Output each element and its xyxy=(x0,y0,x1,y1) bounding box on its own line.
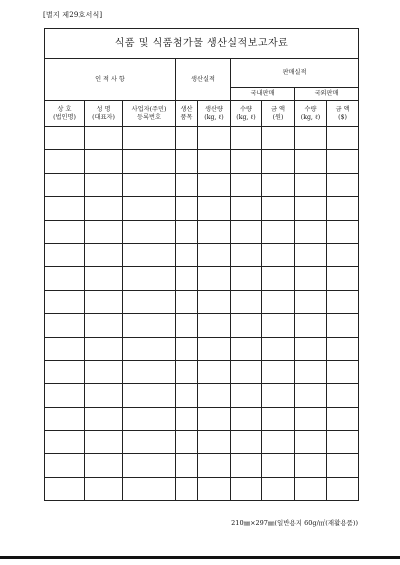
table-cell[interactable] xyxy=(123,314,176,337)
table-cell[interactable] xyxy=(262,314,295,337)
table-row xyxy=(45,267,359,290)
table-cell[interactable] xyxy=(295,407,327,430)
column-header xyxy=(262,101,295,127)
table-cell[interactable] xyxy=(198,127,231,150)
table-cell[interactable] xyxy=(198,267,231,290)
table-cell[interactable] xyxy=(176,173,198,196)
table-cell[interactable] xyxy=(327,173,359,196)
column-header-line: 품목 xyxy=(180,113,193,121)
table-cell[interactable] xyxy=(85,290,123,313)
header-production: 생산실적 xyxy=(176,59,231,101)
table-cell[interactable] xyxy=(198,314,231,337)
table-cell[interactable] xyxy=(262,337,295,360)
table-cell[interactable] xyxy=(176,431,198,454)
table-cell[interactable] xyxy=(198,173,231,196)
table-cell[interactable] xyxy=(85,173,123,196)
table-cell[interactable] xyxy=(231,127,262,150)
table-cell[interactable] xyxy=(198,384,231,407)
column-header-line: 생산 xyxy=(180,105,193,113)
table-cell[interactable] xyxy=(85,243,123,266)
table-cell[interactable] xyxy=(295,454,327,477)
table-cell[interactable] xyxy=(262,477,295,500)
table-cell[interactable] xyxy=(198,150,231,173)
table-cell[interactable] xyxy=(198,431,231,454)
column-header xyxy=(327,101,359,127)
table-row xyxy=(45,384,359,407)
table-cell[interactable] xyxy=(295,431,327,454)
table-cell[interactable] xyxy=(176,150,198,173)
table-cell[interactable] xyxy=(176,127,198,150)
table-cell[interactable] xyxy=(123,197,176,220)
table-cell[interactable] xyxy=(123,407,176,430)
table-cell[interactable] xyxy=(327,431,359,454)
table-cell[interactable] xyxy=(327,407,359,430)
table-cell[interactable] xyxy=(262,384,295,407)
table-cell[interactable] xyxy=(198,477,231,500)
table-cell[interactable] xyxy=(85,127,123,150)
table-cell[interactable] xyxy=(262,360,295,383)
table-cell[interactable] xyxy=(327,454,359,477)
table-cell[interactable] xyxy=(45,220,85,243)
column-header-line: (kg, ℓ) xyxy=(204,113,224,121)
table-cell[interactable] xyxy=(176,314,198,337)
table-cell[interactable] xyxy=(327,337,359,360)
column-header-line: (kg, ℓ) xyxy=(300,113,321,121)
table-cell[interactable] xyxy=(123,243,176,266)
table-row xyxy=(45,431,359,454)
table-cell[interactable] xyxy=(295,314,327,337)
table-cell[interactable] xyxy=(231,384,262,407)
table-cell[interactable] xyxy=(327,220,359,243)
table-cell[interactable] xyxy=(85,150,123,173)
column-header-line: 수량 xyxy=(304,105,317,113)
table-cell[interactable] xyxy=(85,314,123,337)
form-number-label: [별지 제29호서식] xyxy=(43,11,103,19)
table-cell[interactable] xyxy=(176,337,198,360)
table-cell[interactable] xyxy=(123,431,176,454)
table-row xyxy=(45,454,359,477)
table-cell[interactable] xyxy=(327,314,359,337)
table-cell[interactable] xyxy=(176,220,198,243)
header-domestic-sales: 국내판매 xyxy=(231,88,295,101)
table-cell[interactable] xyxy=(327,127,359,150)
paper-size-note: 210㎜×297㎜(일반용지 60g/㎡(재활용품)) xyxy=(231,519,358,527)
table-cell[interactable] xyxy=(45,197,85,220)
column-header-line: 성 명 xyxy=(96,105,111,113)
table-cell[interactable] xyxy=(85,267,123,290)
table-cell[interactable] xyxy=(327,197,359,220)
table-cell[interactable] xyxy=(85,220,123,243)
table-cell[interactable] xyxy=(295,290,327,313)
table-cell[interactable] xyxy=(327,150,359,173)
table-cell[interactable] xyxy=(85,407,123,430)
table-row xyxy=(45,314,359,337)
column-header-line: 상 호 xyxy=(57,105,72,113)
table-cell[interactable] xyxy=(123,173,176,196)
table-cell[interactable] xyxy=(262,220,295,243)
table-cell[interactable] xyxy=(45,267,85,290)
table-cell[interactable] xyxy=(85,337,123,360)
table-cell[interactable] xyxy=(327,290,359,313)
table-cell[interactable] xyxy=(231,290,262,313)
table-cell[interactable] xyxy=(176,267,198,290)
table-cell[interactable] xyxy=(176,360,198,383)
table-cell[interactable] xyxy=(262,243,295,266)
table-cell[interactable] xyxy=(85,197,123,220)
table-cell[interactable] xyxy=(295,243,327,266)
table-row xyxy=(45,220,359,243)
column-header xyxy=(123,101,176,127)
table-cell[interactable] xyxy=(45,477,85,500)
table-cell[interactable] xyxy=(262,407,295,430)
table-cell[interactable] xyxy=(231,267,262,290)
column-header-line: 수량 xyxy=(240,105,252,113)
table-cell[interactable] xyxy=(231,220,262,243)
column-header-line: (원) xyxy=(272,113,284,121)
table-row xyxy=(45,407,359,430)
table-cell[interactable] xyxy=(176,454,198,477)
table-cell[interactable] xyxy=(198,290,231,313)
column-header-line: 금 액 xyxy=(335,105,350,113)
table-cell[interactable] xyxy=(262,173,295,196)
table-cell[interactable] xyxy=(45,384,85,407)
table-cell[interactable] xyxy=(231,173,262,196)
table-row xyxy=(45,360,359,383)
table-cell[interactable] xyxy=(123,267,176,290)
table-cell[interactable] xyxy=(231,314,262,337)
table-cell[interactable] xyxy=(231,337,262,360)
table-cell[interactable] xyxy=(327,360,359,383)
header-personal-info: 인 적 사 항 xyxy=(45,59,176,101)
table-cell[interactable] xyxy=(123,220,176,243)
table-row xyxy=(45,290,359,313)
table-cell[interactable] xyxy=(123,150,176,173)
table-cell[interactable] xyxy=(198,360,231,383)
table-cell[interactable] xyxy=(262,150,295,173)
column-header-line: ($) xyxy=(338,113,347,121)
table-cell[interactable] xyxy=(45,454,85,477)
table-cell[interactable] xyxy=(262,197,295,220)
table-row xyxy=(45,243,359,266)
table-cell[interactable] xyxy=(176,243,198,266)
column-header xyxy=(198,101,231,127)
table-cell[interactable] xyxy=(45,360,85,383)
table-cell[interactable] xyxy=(198,197,231,220)
column-header-line: 사업자(주민) xyxy=(131,105,167,113)
table-cell[interactable] xyxy=(262,267,295,290)
column-header xyxy=(295,101,327,127)
table-cell[interactable] xyxy=(295,150,327,173)
header-export-sales: 국외판매 xyxy=(295,88,359,101)
table-cell[interactable] xyxy=(295,220,327,243)
table-cell[interactable] xyxy=(327,243,359,266)
table-cell[interactable] xyxy=(231,243,262,266)
column-header-line: 금 액 xyxy=(271,105,285,113)
report-table xyxy=(44,28,359,501)
table-cell[interactable] xyxy=(123,337,176,360)
column-header-line: (법인명) xyxy=(53,113,76,121)
table-row xyxy=(45,127,359,150)
table-cell[interactable] xyxy=(45,431,85,454)
table-cell[interactable] xyxy=(295,360,327,383)
table-row xyxy=(45,173,359,196)
table-cell[interactable] xyxy=(45,290,85,313)
table-cell[interactable] xyxy=(176,290,198,313)
table-cell[interactable] xyxy=(295,337,327,360)
table-row xyxy=(45,197,359,220)
table-cell[interactable] xyxy=(262,454,295,477)
form-title: 식품 및 식품첨가물 생산실적보고자료 xyxy=(45,29,359,59)
table-cell[interactable] xyxy=(327,384,359,407)
table-cell[interactable] xyxy=(45,243,85,266)
column-header xyxy=(85,101,123,127)
table-cell[interactable] xyxy=(198,220,231,243)
table-cell[interactable] xyxy=(231,431,262,454)
table-cell[interactable] xyxy=(198,243,231,266)
header-sales: 판매실적 xyxy=(231,59,359,88)
table-row xyxy=(45,477,359,500)
report-form xyxy=(44,28,358,501)
table-cell[interactable] xyxy=(85,384,123,407)
table-cell[interactable] xyxy=(176,477,198,500)
table-cell[interactable] xyxy=(176,197,198,220)
table-cell[interactable] xyxy=(262,431,295,454)
table-cell[interactable] xyxy=(45,337,85,360)
column-header xyxy=(45,101,85,127)
table-cell[interactable] xyxy=(123,290,176,313)
bottom-divider xyxy=(0,556,400,559)
table-cell[interactable] xyxy=(45,127,85,150)
table-cell[interactable] xyxy=(123,360,176,383)
table-cell[interactable] xyxy=(327,267,359,290)
column-header-line: 등록번호 xyxy=(137,113,161,121)
table-cell[interactable] xyxy=(295,173,327,196)
table-cell[interactable] xyxy=(295,384,327,407)
table-cell[interactable] xyxy=(295,197,327,220)
table-cell[interactable] xyxy=(85,431,123,454)
table-cell[interactable] xyxy=(295,477,327,500)
table-cell[interactable] xyxy=(231,150,262,173)
table-cell[interactable] xyxy=(231,454,262,477)
table-cell[interactable] xyxy=(123,384,176,407)
table-cell[interactable] xyxy=(198,337,231,360)
table-cell[interactable] xyxy=(85,477,123,500)
table-cell[interactable] xyxy=(327,477,359,500)
table-cell[interactable] xyxy=(198,454,231,477)
column-header-line: (kg, ℓ) xyxy=(236,113,256,121)
table-row xyxy=(45,150,359,173)
table-cell[interactable] xyxy=(231,477,262,500)
column-header-line: 생산량 xyxy=(205,105,223,113)
table-row xyxy=(45,337,359,360)
table-cell[interactable] xyxy=(45,314,85,337)
table-cell[interactable] xyxy=(231,360,262,383)
table-cell[interactable] xyxy=(176,407,198,430)
table-cell[interactable] xyxy=(295,267,327,290)
table-cell[interactable] xyxy=(123,477,176,500)
table-cell[interactable] xyxy=(295,127,327,150)
table-cell[interactable] xyxy=(262,290,295,313)
table-cell[interactable] xyxy=(85,454,123,477)
table-cell[interactable] xyxy=(176,384,198,407)
table-cell[interactable] xyxy=(123,127,176,150)
table-cell[interactable] xyxy=(231,197,262,220)
table-cell[interactable] xyxy=(262,127,295,150)
table-cell[interactable] xyxy=(45,407,85,430)
table-cell[interactable] xyxy=(45,150,85,173)
column-header xyxy=(176,101,198,127)
table-cell[interactable] xyxy=(85,360,123,383)
table-cell[interactable] xyxy=(198,407,231,430)
table-cell[interactable] xyxy=(123,454,176,477)
table-cell[interactable] xyxy=(45,173,85,196)
column-header-line: (대표자) xyxy=(92,113,115,121)
column-header xyxy=(231,101,262,127)
table-cell[interactable] xyxy=(231,407,262,430)
